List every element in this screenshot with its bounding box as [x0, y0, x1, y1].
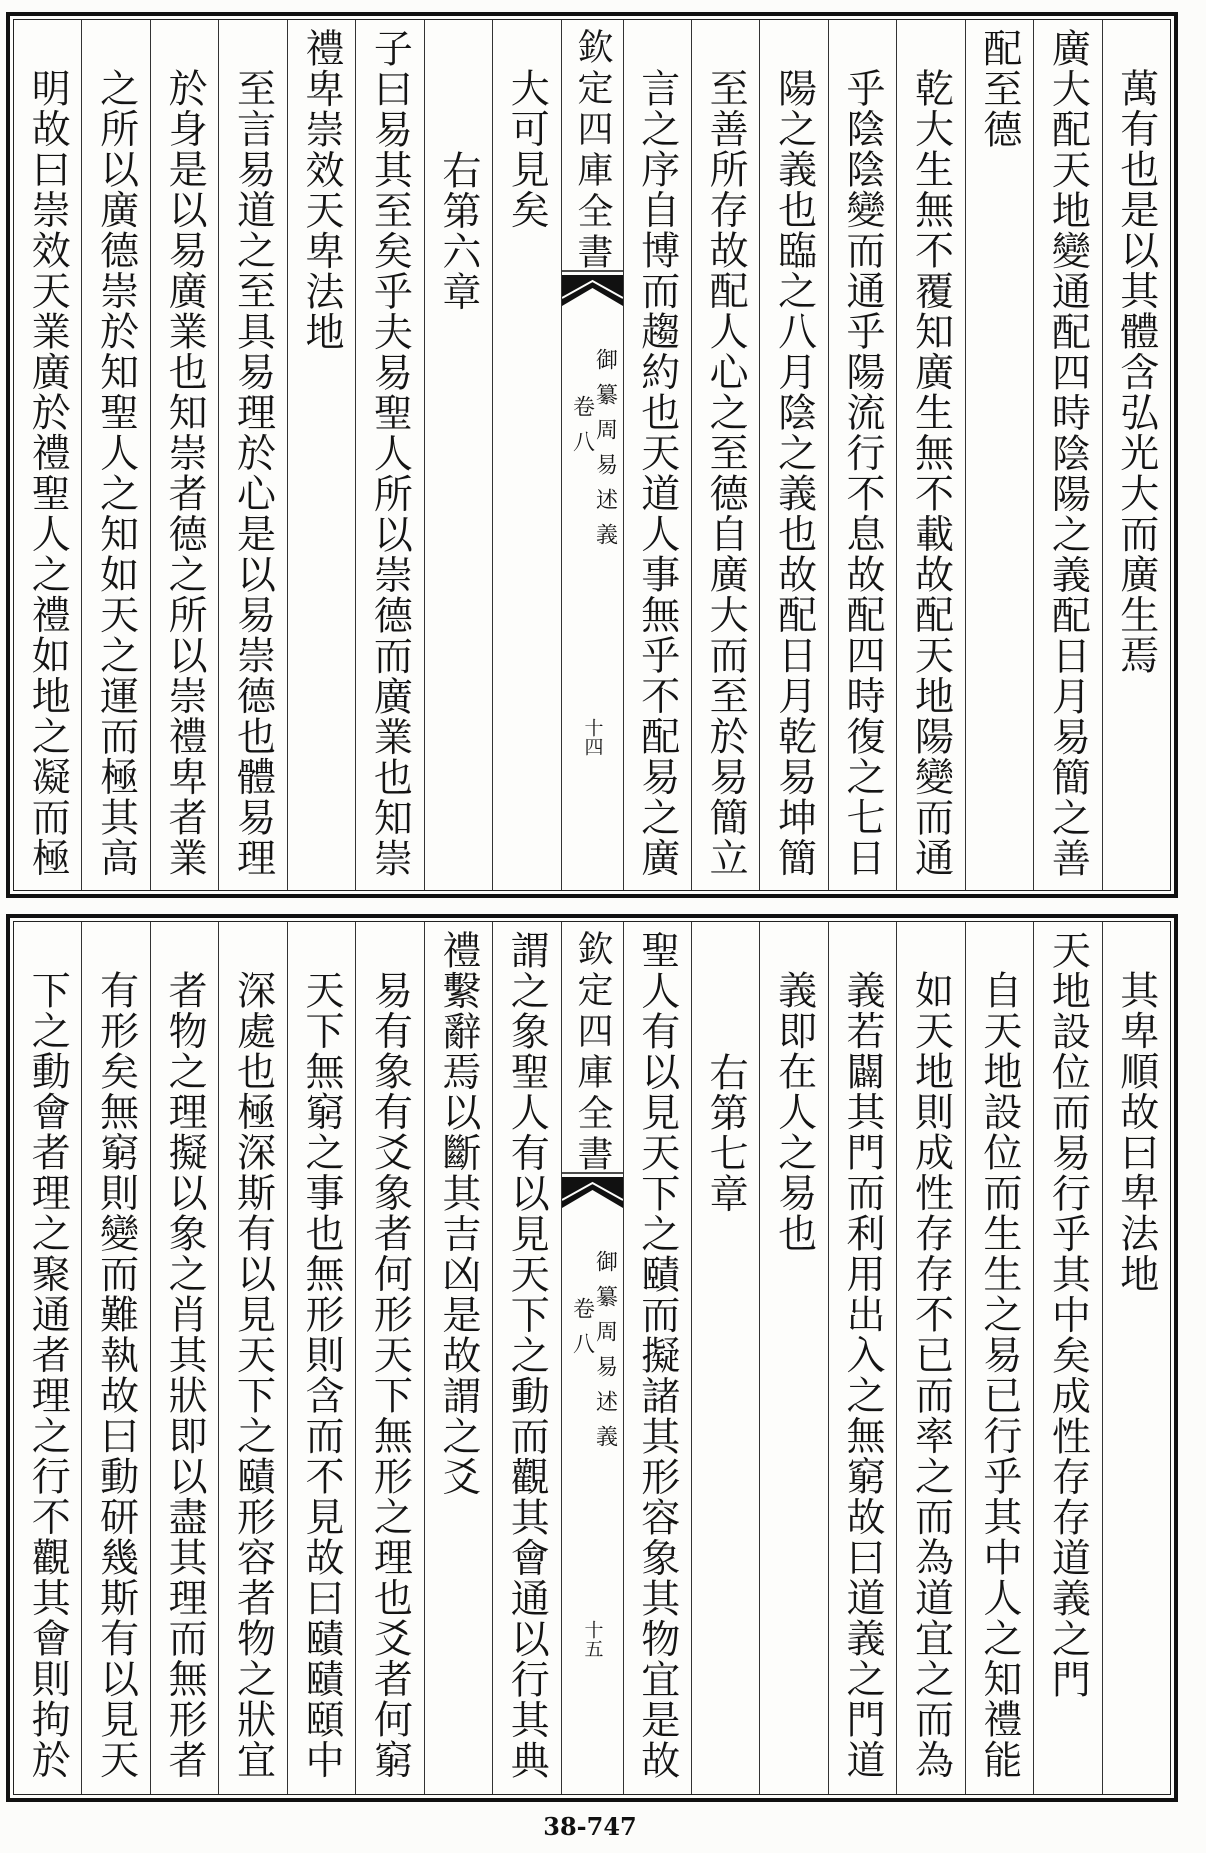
text-column — [896, 20, 964, 890]
series-title: 欽定四庫全書 — [572, 28, 613, 274]
column-text: 陽之義也臨之八月陰之義也故配日月乾易坤簡 — [771, 68, 817, 878]
text-column — [492, 922, 560, 1794]
text-column — [81, 922, 149, 1794]
page-number: 十四 — [581, 718, 604, 756]
text-column — [424, 20, 492, 890]
column-text: 乾大生無不覆知廣生無不載故配天地陽變而通 — [908, 68, 954, 878]
fish-tail-mark — [562, 1172, 623, 1212]
text-column — [965, 20, 1033, 890]
column-text: 深處也極深斯有以見天下之賾形容者物之狀宜 — [230, 970, 276, 1780]
center-column — [561, 20, 623, 890]
text-frame — [13, 19, 1171, 891]
column-text: 下之動會者理之聚通者理之行不觀其會則拘於 — [25, 970, 71, 1780]
column-text: 廣大配天地變通配四時陰陽之義配日月易簡之善 — [1045, 28, 1091, 879]
column-text: 萬有也是以其體含弘光大而廣生焉 — [1113, 68, 1159, 676]
column-text: 至善所存故配人心之至德自廣大而至於易簡立 — [703, 68, 749, 878]
column-text: 自天地設位而生生之易已行乎其中人之知禮能 — [976, 970, 1022, 1780]
book-title: 御纂周易述義 — [592, 348, 618, 558]
text-column — [150, 922, 218, 1794]
book-title: 御纂周易述義 — [592, 1250, 618, 1460]
text-frame — [13, 921, 1171, 1795]
series-title: 欽定四庫全書 — [572, 930, 613, 1176]
column-text: 右第七章 — [703, 1052, 749, 1214]
column-text: 其卑順故曰卑法地 — [1113, 970, 1159, 1294]
column-text: 有形矣無窮則變而難執故曰動研幾斯有以見天 — [93, 970, 139, 1780]
text-column — [691, 20, 759, 890]
text-column — [492, 20, 560, 890]
text-column — [150, 20, 218, 890]
column-text: 大可見矣 — [504, 68, 550, 230]
catalog-number: 38-747 — [543, 1812, 637, 1841]
column-text: 子曰易其至矣乎夫易聖人所以崇德而廣業也知崇 — [367, 28, 413, 879]
column-text: 言之序自博而趨約也天道人事無乎不配易之廣 — [634, 68, 680, 878]
column-text: 義若闢其門而利用出入之無窮故曰道義之門道 — [840, 970, 886, 1780]
text-column — [355, 922, 423, 1794]
volume-label: 卷八 — [569, 395, 595, 465]
text-column — [14, 20, 81, 890]
text-column — [623, 922, 691, 1794]
column-text: 謂之象聖人有以見天下之動而觀其會通以行其典 — [504, 930, 550, 1781]
column-text: 者物之理擬以象之肖其狀即以盡其理而無形者 — [162, 970, 208, 1780]
column-text: 禮繫辭焉以斷其吉凶是故謂之爻 — [435, 930, 481, 1497]
text-column — [1102, 922, 1170, 1794]
column-text: 義即在人之易也 — [771, 970, 817, 1254]
text-column — [14, 922, 81, 1794]
text-column — [965, 922, 1033, 1794]
column-text: 禮卑崇效天卑法地 — [298, 28, 344, 352]
text-column — [424, 922, 492, 1794]
column-text: 如天地則成性存存不已而率之而為道宜之而為 — [908, 970, 954, 1780]
text-column — [287, 922, 355, 1794]
column-text: 於身是以易廣業也知崇者德之所以崇禮卑者業 — [162, 68, 208, 878]
text-column — [355, 20, 423, 890]
text-column — [218, 20, 286, 890]
text-column — [81, 20, 149, 890]
page-panel-top — [6, 12, 1178, 898]
column-text: 天下無窮之事也無形則含而不見故曰賾賾頤中 — [298, 970, 344, 1780]
text-column — [1033, 20, 1101, 890]
text-column — [287, 20, 355, 890]
column-text: 乎陰陰變而通乎陽流行不息故配四時復之七日 — [840, 68, 886, 878]
text-column — [1102, 20, 1170, 890]
text-column — [896, 922, 964, 1794]
page-panel-bottom — [6, 914, 1178, 1802]
center-column — [561, 922, 623, 1794]
page-number: 十五 — [581, 1620, 604, 1658]
text-column — [759, 922, 827, 1794]
column-text: 之所以廣德崇於知聖人之知如天之運而極其高 — [93, 68, 139, 878]
column-text: 聖人有以見天下之賾而擬諸其形容象其物宜是故 — [634, 930, 680, 1781]
text-column — [691, 922, 759, 1794]
column-text: 至言易道之至具易理於心是以易崇德也體易理 — [230, 68, 276, 878]
text-column — [623, 20, 691, 890]
fish-tail-mark — [562, 270, 623, 310]
column-text: 右第六章 — [435, 150, 481, 312]
column-text: 配至德 — [976, 28, 1022, 150]
text-column — [1033, 922, 1101, 1794]
volume-label: 卷八 — [569, 1297, 595, 1367]
column-text: 天地設位而易行乎其中矣成性存存道義之門 — [1045, 930, 1091, 1700]
text-column — [218, 922, 286, 1794]
text-column — [828, 20, 896, 890]
column-text: 明故曰崇效天業廣於禮聖人之禮如地之凝而極 — [25, 68, 71, 878]
text-column — [759, 20, 827, 890]
column-text: 易有象有爻象者何形天下無形之理也爻者何窮 — [367, 970, 413, 1780]
text-column — [828, 922, 896, 1794]
